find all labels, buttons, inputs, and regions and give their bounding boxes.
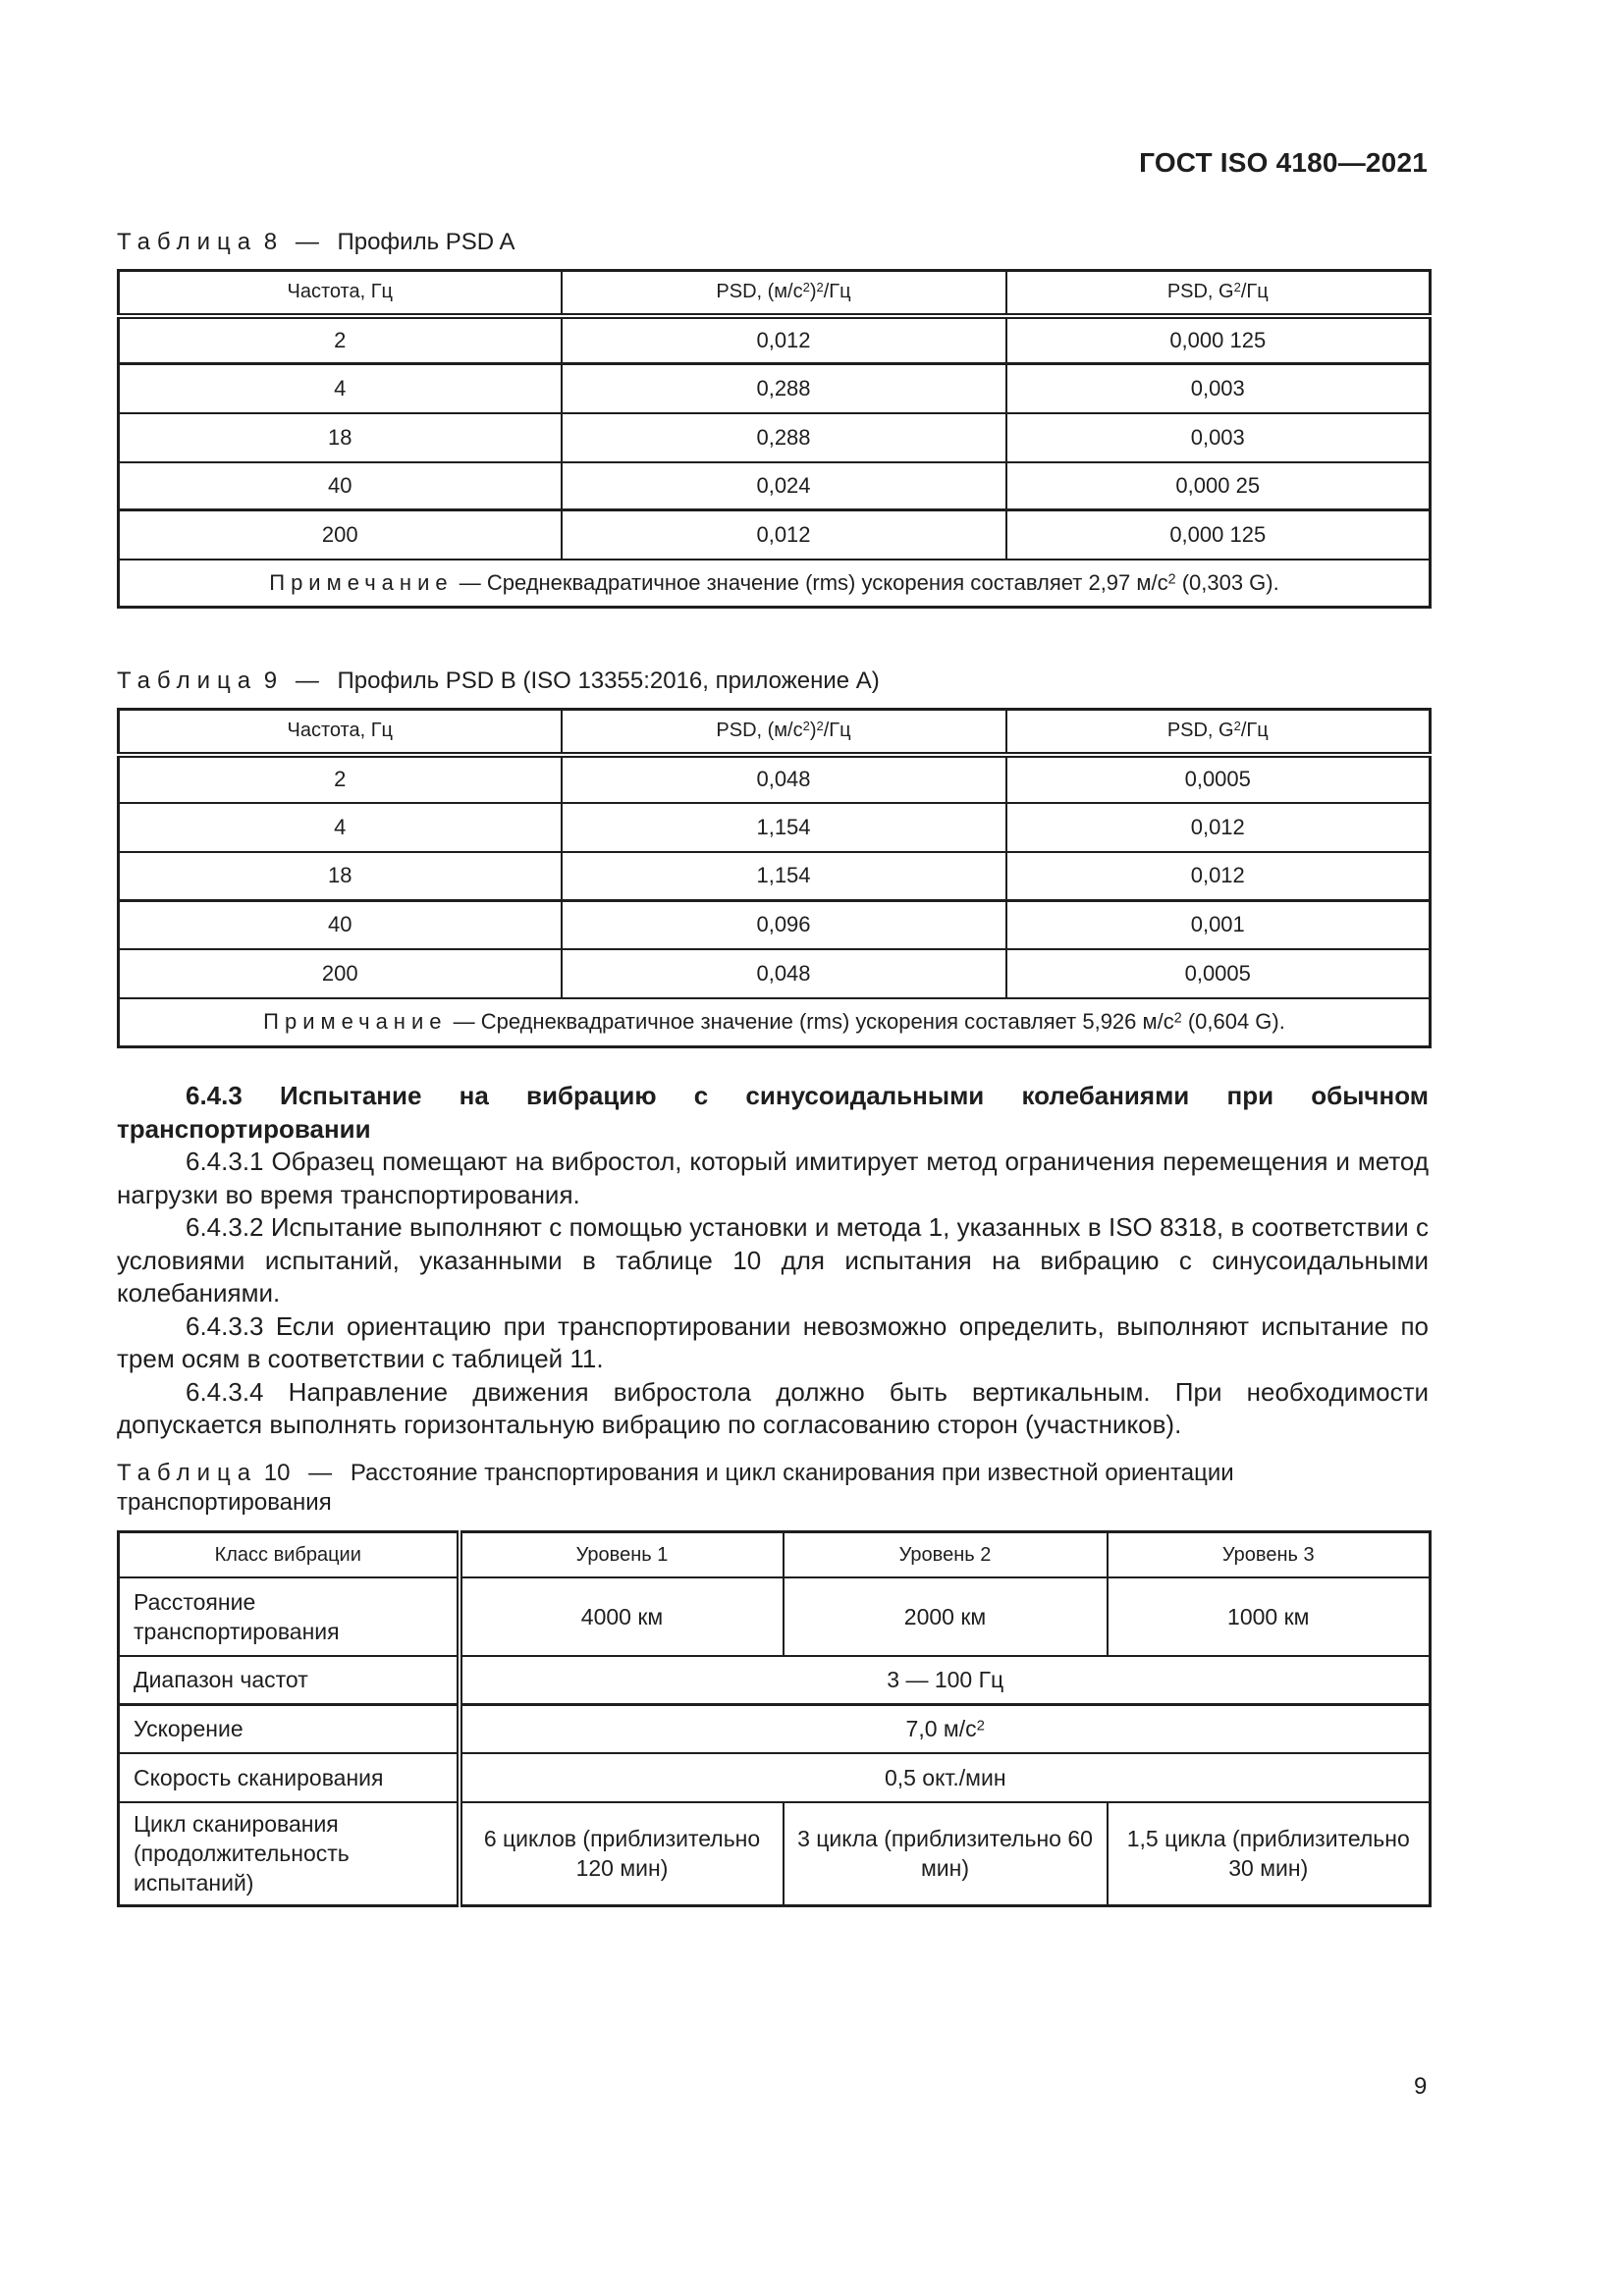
table-cell: 0,000 125 (1006, 510, 1431, 560)
note-superscript: 2 (1167, 571, 1176, 588)
column-header: Частота, Гц (119, 710, 562, 755)
caption-title: Расстояние транспортирования и цикл сканирования при известной ориентации транспортирования (117, 1460, 1234, 1516)
row-label: Расстояние транспортирования (119, 1577, 460, 1656)
table10-caption (117, 1459, 1429, 1518)
table-cell: 0,288 (562, 413, 1006, 462)
table-cell: 0,001 (1006, 901, 1431, 949)
table-8-psd-a (117, 269, 1432, 609)
table-cell: 3 — 100 Гц (460, 1656, 1431, 1705)
caption-number: 10 (263, 1460, 291, 1486)
caption-label: Таблица (117, 1460, 258, 1486)
table-cell: 0,000 25 (1006, 462, 1431, 510)
table-row (119, 901, 1431, 949)
table-cell: 0,0005 (1006, 949, 1431, 998)
table-cell: 0,012 (1006, 852, 1431, 901)
caption-number: 9 (263, 667, 278, 694)
table-row (119, 755, 1431, 803)
caption-number: 8 (263, 229, 278, 255)
table-10-sine-vibration (117, 1530, 1432, 1907)
page-number: 9 (1414, 2073, 1428, 2100)
caption-title: Профиль PSD A (337, 229, 515, 255)
table-cell (460, 1705, 1431, 1753)
table-cell: 4 (119, 803, 562, 852)
table-cell: 2 (119, 316, 562, 364)
table-row-scan-cycle (119, 1802, 1431, 1906)
note-text: — Среднеквадратичное значение (rms) ускорения составляет 2,97 м/с (453, 569, 1168, 595)
table-cell: 6 циклов (приблизительно 120 мин) (460, 1802, 784, 1906)
column-header: PSD, $(м/с^2)^2/Гц$ (562, 271, 1006, 316)
document-id-header: ГОСТ ISO 4180—2021 (1139, 147, 1428, 178)
row-label: Цикл сканирования (продолжительность испытаний) (119, 1802, 460, 1906)
table-header-row (119, 271, 1431, 316)
column-header: PSD, $G^2/Гц$ (1006, 710, 1431, 755)
acceleration-value: 7,0 м/с (905, 1716, 977, 1742)
caption-dash: — (295, 667, 319, 694)
column-header: Класс вибрации (119, 1532, 460, 1577)
table-cell: 18 (119, 413, 562, 462)
table8-caption (117, 229, 514, 256)
paragraph-6-4-3-4: 6.4.3.4 Направление движения вибростола должно быть вертикальным. При необходимости допускается выполнять горизонтальную вибрацию по согласованию сторон (участников). (117, 1376, 1429, 1439)
table-cell: 1,5 цикла (приблизительно 30 мин) (1108, 1802, 1431, 1906)
note-label: Примечание (263, 1009, 448, 1035)
superscript: 2 (976, 1717, 985, 1735)
caption-label: Таблица (117, 229, 258, 255)
table-cell: 0,096 (562, 901, 1006, 949)
table-row (119, 462, 1431, 510)
table-cell: 0,0005 (1006, 755, 1431, 803)
caption-title: Профиль PSD B (ISO 13355:2016, приложение A) (337, 667, 880, 694)
note-text-end: (0,303 G). (1175, 569, 1279, 595)
note-superscript: 2 (1173, 1010, 1182, 1027)
table-cell: 1,154 (562, 803, 1006, 852)
section-6-4-3 (117, 1080, 1429, 1442)
table-cell: 3 цикла (приблизительно 60 мин) (784, 1802, 1108, 1906)
caption-dash: — (308, 1460, 333, 1486)
table-row-acceleration (119, 1705, 1431, 1753)
note-text: — Среднеквадратичное значение (rms) ускорения составляет 5,926 м/с (447, 1009, 1174, 1035)
table-row (119, 510, 1431, 560)
table-row-distance (119, 1577, 1431, 1656)
table-row-scan-speed (119, 1753, 1431, 1802)
table-row (119, 364, 1431, 413)
table-cell: 4000 км (460, 1577, 784, 1656)
table-header-row (119, 1532, 1431, 1577)
table-cell: 18 (119, 852, 562, 901)
table-row (119, 803, 1431, 852)
note-label: Примечание (269, 569, 454, 595)
table-cell: 1000 км (1108, 1577, 1431, 1656)
table-cell: 40 (119, 462, 562, 510)
table-note (119, 998, 1431, 1047)
table-cell: 0,024 (562, 462, 1006, 510)
row-label: Ускорение (119, 1705, 460, 1753)
table-row (119, 316, 1431, 364)
caption-label: Таблица (117, 667, 258, 694)
table-cell: 0,003 (1006, 413, 1431, 462)
table-cell: 40 (119, 901, 562, 949)
table-9-psd-b (117, 708, 1432, 1048)
table-cell: 4 (119, 364, 562, 413)
table-row-frequency-range (119, 1656, 1431, 1705)
caption-dash: — (295, 229, 319, 255)
table-row (119, 949, 1431, 998)
table-cell: 0,000 125 (1006, 316, 1431, 364)
column-header: Уровень 1 (460, 1532, 784, 1577)
column-header: Частота, Гц (119, 271, 562, 316)
column-header: Уровень 2 (784, 1532, 1108, 1577)
column-header: PSD, $G^2/Гц$ (1006, 271, 1431, 316)
table-note-row (119, 998, 1431, 1047)
table-cell: 0,5 окт./мин (460, 1753, 1431, 1802)
table-cell: 0,048 (562, 949, 1006, 998)
note-text-end: (0,604 G). (1181, 1009, 1285, 1035)
table-cell: 200 (119, 510, 562, 560)
table-cell: 200 (119, 949, 562, 998)
table-cell: 1,154 (562, 852, 1006, 901)
row-label: Диапазон частот (119, 1656, 460, 1705)
table-header-row (119, 710, 1431, 755)
table-cell: 2000 км (784, 1577, 1108, 1656)
paragraph-6-4-3-2: 6.4.3.2 Испытание выполняют с помощью установки и метода 1, указанных в ISO 8318, в соответствии с условиями испытаний, указанными в таблице 10 для испытания на вибрацию с синусоидальными колебаниями. (117, 1212, 1429, 1308)
row-label: Скорость сканирования (119, 1753, 460, 1802)
paragraph-6-4-3-3: 6.4.3.3 Если ориентацию при транспортировании невозможно определить, выполняют испытание по трем осям в соответствии с таблицей 11. (117, 1310, 1429, 1373)
column-header: Уровень 3 (1108, 1532, 1431, 1577)
table-cell: 0,048 (562, 755, 1006, 803)
table-cell: 2 (119, 755, 562, 803)
paragraph-6-4-3-1: 6.4.3.1 Образец помещают на вибростол, который имитирует метод ограничения перемещения и метод нагрузки во время транспортирования. (117, 1147, 1429, 1209)
section-heading: 6.4.3 Испытание на вибрацию с синусоидальными колебаниями при обычном транспортировании (117, 1081, 1429, 1144)
table-row (119, 413, 1431, 462)
column-header: PSD, $(м/с^2)^2/Гц$ (562, 710, 1006, 755)
table-cell: 0,012 (1006, 803, 1431, 852)
table-cell: 0,003 (1006, 364, 1431, 413)
table-row (119, 852, 1431, 901)
table9-caption (117, 667, 880, 695)
table-cell: 0,012 (562, 510, 1006, 560)
table-note-row (119, 560, 1431, 608)
table-cell: 0,288 (562, 364, 1006, 413)
table-note (119, 560, 1431, 608)
table-cell: 0,012 (562, 316, 1006, 364)
